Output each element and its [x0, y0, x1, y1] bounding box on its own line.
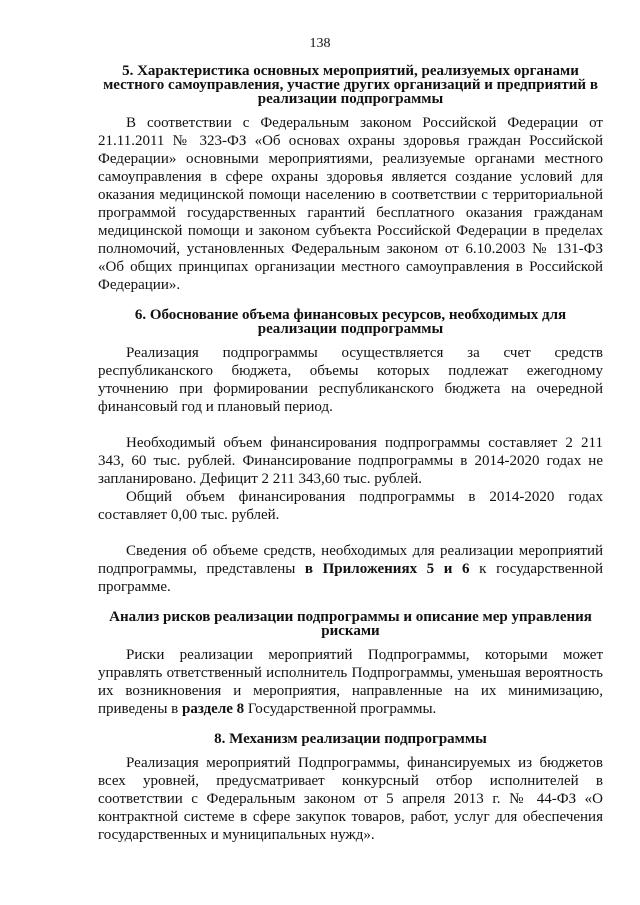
section-6-paragraph-2: Необходимый объем финансирования подпрограммы составляет 2 211 343, 60 тыс. рублей. Финансирование подпрограммы в 2014-2020 годах не запланировано. Дефицит 2 211 343,60 тыс. рублей. — [98, 435, 603, 487]
risk-text-end: Государственной программы. — [244, 701, 437, 717]
section-reference: разделе 8 — [182, 701, 245, 717]
section-8-heading: 8. Механизм реализации подпрограммы — [214, 731, 487, 747]
risk-analysis-heading: Анализ рисков реализации подпрограммы и описание мер управления рисками — [109, 609, 592, 639]
appendix-text-start: Сведения об объеме средств, необходимых для реализации мероприятий подпрограммы, представлены — [98, 543, 603, 577]
section-5-heading: 5. Характеристика основных мероприятий, реализуемых органами местного самоуправления, участие других организаций и предприятий в реализации подпрограммы — [103, 63, 598, 107]
section-6-paragraph-3: Общий объем финансирования подпрограммы в 2014-2020 годах составляет 0,00 тыс. рублей. — [98, 489, 603, 523]
risk-analysis-paragraph — [98, 646, 603, 718]
section-8-paragraph-1: Реализация мероприятий Подпрограммы, финансируемых из бюджетов всех уровней, предусматривает конкурсный отбор исполнителей в соответствии с Федеральным законом от 5 апреля 2013 г. № 44-ФЗ «О контрактной системе в сфере закупок товаров, работ, услуг для обеспечения государственных и муниципальных нужд». — [98, 755, 603, 843]
section-6-paragraph-4 — [98, 542, 603, 596]
section-6-paragraph-1: Реализация подпрограммы осуществляется за счет средств республиканского бюджета, объемы которых подлежат ежегодному уточнению при формировании республиканского бюджета на очередной финансовый год и плановый период. — [98, 345, 603, 415]
section-5-paragraph-1: В соответствии с Федеральным законом Российской Федерации от 21.11.2011 № 323-ФЗ «Об основах охраны здоровья граждан Российской Федерации» основными мероприятиями, реализуемые органами местного самоуправления в сфере охраны здоровья является создание условий для оказания медицинской помощи населению в соответствии с территориальной программой государственных гарантий бесплатного оказания гражданам медицинской помощи и законом субъекта Российской Федерации в пределах полномочий, установленных Федеральным законом от 6.10.2003 № 131-ФЗ «Об общих принципах организации местного самоуправления в Российской Федерации». — [98, 115, 603, 293]
page-number: 138 — [309, 36, 331, 51]
appendix-reference: в Приложениях 5 и 6 — [304, 561, 470, 577]
appendix-text-end: к государственной программе. — [98, 561, 603, 595]
section-6-heading: 6. Обоснование объема финансовых ресурсов, необходимых для реализации подпрограммы — [134, 307, 567, 337]
risk-text-start: Риски реализации мероприятий Подпрограммы, которыми может управлять ответственный исполнитель Подпрограммы, уменьшая вероятность их возникновения и мероприятия, направленные на их минимизацию, приведены в — [98, 647, 603, 717]
document-body — [98, 64, 603, 844]
